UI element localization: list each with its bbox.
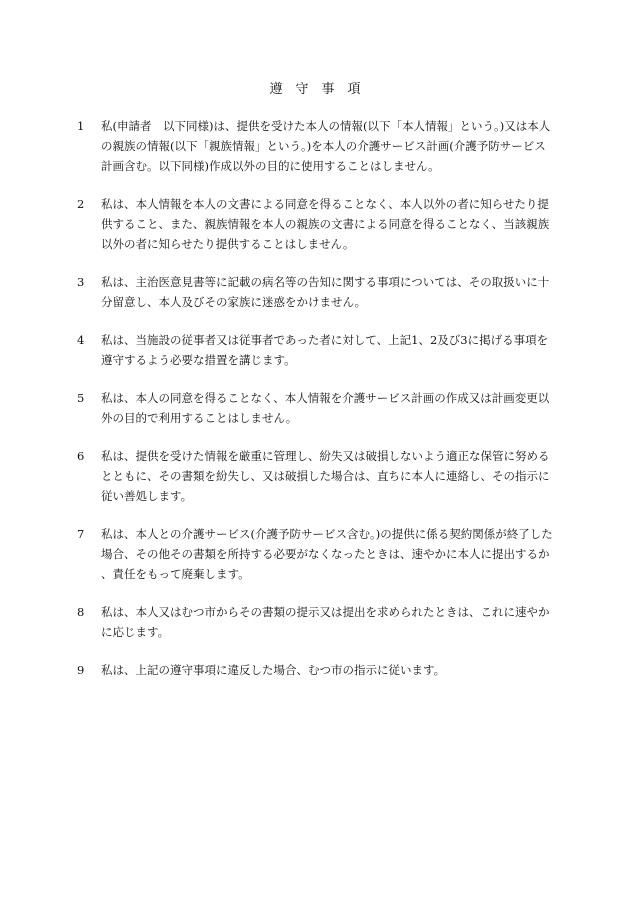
clause-number: 3 xyxy=(77,275,85,289)
clause-item xyxy=(78,602,556,642)
clause-item xyxy=(78,388,556,428)
clause-number: 6 xyxy=(77,449,85,463)
clause-item xyxy=(78,524,556,584)
clause-item xyxy=(78,660,556,680)
clause-number: 5 xyxy=(77,391,85,405)
clause-item xyxy=(78,330,556,370)
clause-text: 私は、提供を受けた情報を厳重に管理し、紛失又は破損しないよう適正な保管に努めるとともに、その書類を紛失し、又は破損した場合は、直ちに本人に連絡し、その指示に従い善処します。 xyxy=(101,449,550,503)
clause-text: 私は、上記の遵守事項に違反した場合、むつ市の指示に従います。 xyxy=(101,663,446,677)
clause-number: 7 xyxy=(77,527,85,541)
clause-item xyxy=(78,446,556,506)
clause-item xyxy=(78,272,556,312)
clause-item xyxy=(78,116,556,176)
clause-item xyxy=(78,194,556,254)
clause-number: 8 xyxy=(77,605,85,619)
clause-number: 1 xyxy=(77,119,85,133)
clause-text: 私は、主治医意見書等に記載の病名等の告知に関する事項については、その取扱いに十分留意し、本人及びその家族に迷惑をかけません。 xyxy=(101,275,550,309)
clause-text: 私は、本人との介護サービス(介護予防サービス含む。)の提供に係る契約関係が終了した場合、その他その書類を所持する必要がなくなったときは、速やかに本人に提出するか、責任をもって廃棄します。 xyxy=(101,527,553,581)
clause-text: 私は、当施設の従事者又は従事者であった者に対して、上記1、2及び3に掲げる事項を遵守するよう必要な措置を講じます。 xyxy=(101,333,549,367)
clause-text: 私は、本人又はむつ市からその書類の提示又は提出を求められたときは、これに速やかに応じます。 xyxy=(101,605,550,639)
clause-list xyxy=(78,116,556,698)
clause-text: 私(申請者 以下同様)は、提供を受けた本人の情報(以下「本人情報」という。)又は本人の親族の情報(以下「親族情報」という。)を本人の介護サービス計画(介護予防サービス計画含む。以下同様)作成以外の目的に使用することはしません。 xyxy=(101,119,551,173)
clause-number: 4 xyxy=(77,333,85,347)
clause-number: 9 xyxy=(77,663,85,677)
clause-text: 私は、本人の同意を得ることなく、本人情報を介護サービス計画の作成又は計画変更以外の目的で利用することはしません。 xyxy=(101,391,550,425)
clause-text: 私は、本人情報を本人の文書による同意を得ることなく、本人以外の者に知らせたり提供すること、また、親族情報を本人の親族の文書による同意を得ることなく、当該親族以外の者に知らせたり提供することはしません。 xyxy=(101,197,550,251)
clause-number: 2 xyxy=(77,197,85,211)
document-title: 遵 守 事 項 xyxy=(269,82,361,97)
